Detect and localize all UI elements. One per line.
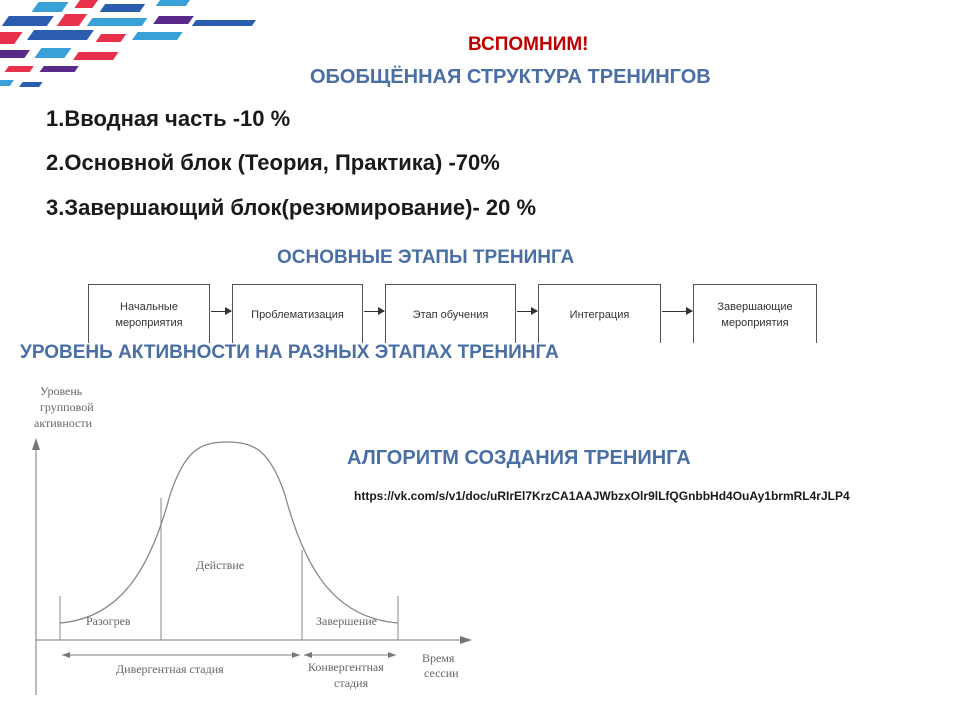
stage-label: Этап обучения bbox=[412, 308, 489, 321]
stages-title: ОСНОВНЫЕ ЭТАПЫ ТРЕНИНГА bbox=[277, 247, 575, 268]
stage-label: Завершающие bbox=[717, 300, 793, 313]
stage-box-initial bbox=[88, 284, 210, 343]
phase-label-completion: Завершение bbox=[316, 614, 377, 628]
arrow-left-icon bbox=[62, 652, 70, 658]
flow-arrow bbox=[211, 311, 231, 312]
activity-curve-diagram bbox=[0, 370, 480, 700]
stage-box-problematization bbox=[232, 284, 363, 343]
structure-item-intro: 1.Вводная часть -10 % bbox=[46, 106, 291, 131]
stage-box-integration bbox=[538, 284, 661, 343]
flow-arrow bbox=[517, 311, 537, 312]
convergent-stage-label: Конвергентная bbox=[308, 660, 384, 674]
stage-box-final bbox=[693, 284, 817, 343]
algorithm-link[interactable]: https://vk.com/s/v1/doc/uRIrEl7KrzCA1AAJWbzxOlr9lLfQGnbbHd4OuAy1brmRL4rJLP4 bbox=[354, 489, 850, 503]
activity-title: УРОВЕНЬ АКТИВНОСТИ НА РАЗНЫХ ЭТАПАХ ТРЕНИНГА bbox=[20, 342, 559, 363]
x-axis-label-line: Время bbox=[422, 651, 455, 665]
stages-flow-diagram bbox=[85, 281, 820, 343]
arrow-right-icon bbox=[388, 652, 396, 658]
stage-label: мероприятия bbox=[721, 317, 789, 329]
decorative-stripes bbox=[0, 0, 275, 100]
flow-arrow bbox=[662, 311, 692, 312]
stage-box-learning bbox=[385, 284, 516, 343]
structure-item-final: 3.Завершающий блок(резюмирование)- 20 % bbox=[46, 195, 537, 220]
y-axis-arrow-icon bbox=[32, 438, 40, 450]
x-axis-label-line: сессии bbox=[424, 666, 459, 680]
arrow-left-icon bbox=[304, 652, 312, 658]
reminder-title: ВСПОМНИМ! bbox=[468, 34, 589, 55]
convergent-stage-label: стадия bbox=[334, 676, 369, 690]
y-axis-label-line: активности bbox=[34, 416, 93, 430]
x-axis-arrow-icon bbox=[460, 636, 472, 644]
algorithm-title: АЛГОРИТМ СОЗДАНИЯ ТРЕНИНГА bbox=[347, 447, 691, 469]
page-title: ОБОБЩЁННАЯ СТРУКТУРА ТРЕНИНГОВ bbox=[310, 66, 711, 88]
stage-label: Интеграция bbox=[569, 308, 630, 321]
phase-label-warmup: Разогрев bbox=[86, 614, 131, 628]
flow-arrow bbox=[364, 311, 384, 312]
stage-label: мероприятия bbox=[115, 317, 183, 329]
divergent-stage-label: Дивергентная стадия bbox=[116, 662, 224, 676]
y-axis-label-line: групповой bbox=[40, 400, 94, 414]
stage-label: Начальные bbox=[120, 300, 178, 313]
structure-item-main: 2.Основной блок (Теория, Практика) -70% bbox=[46, 150, 500, 175]
phase-label-action: Действие bbox=[196, 558, 245, 572]
y-axis-label-line: Уровень bbox=[40, 384, 83, 398]
stage-label: Проблематизация bbox=[251, 308, 344, 321]
arrow-right-icon bbox=[292, 652, 300, 658]
